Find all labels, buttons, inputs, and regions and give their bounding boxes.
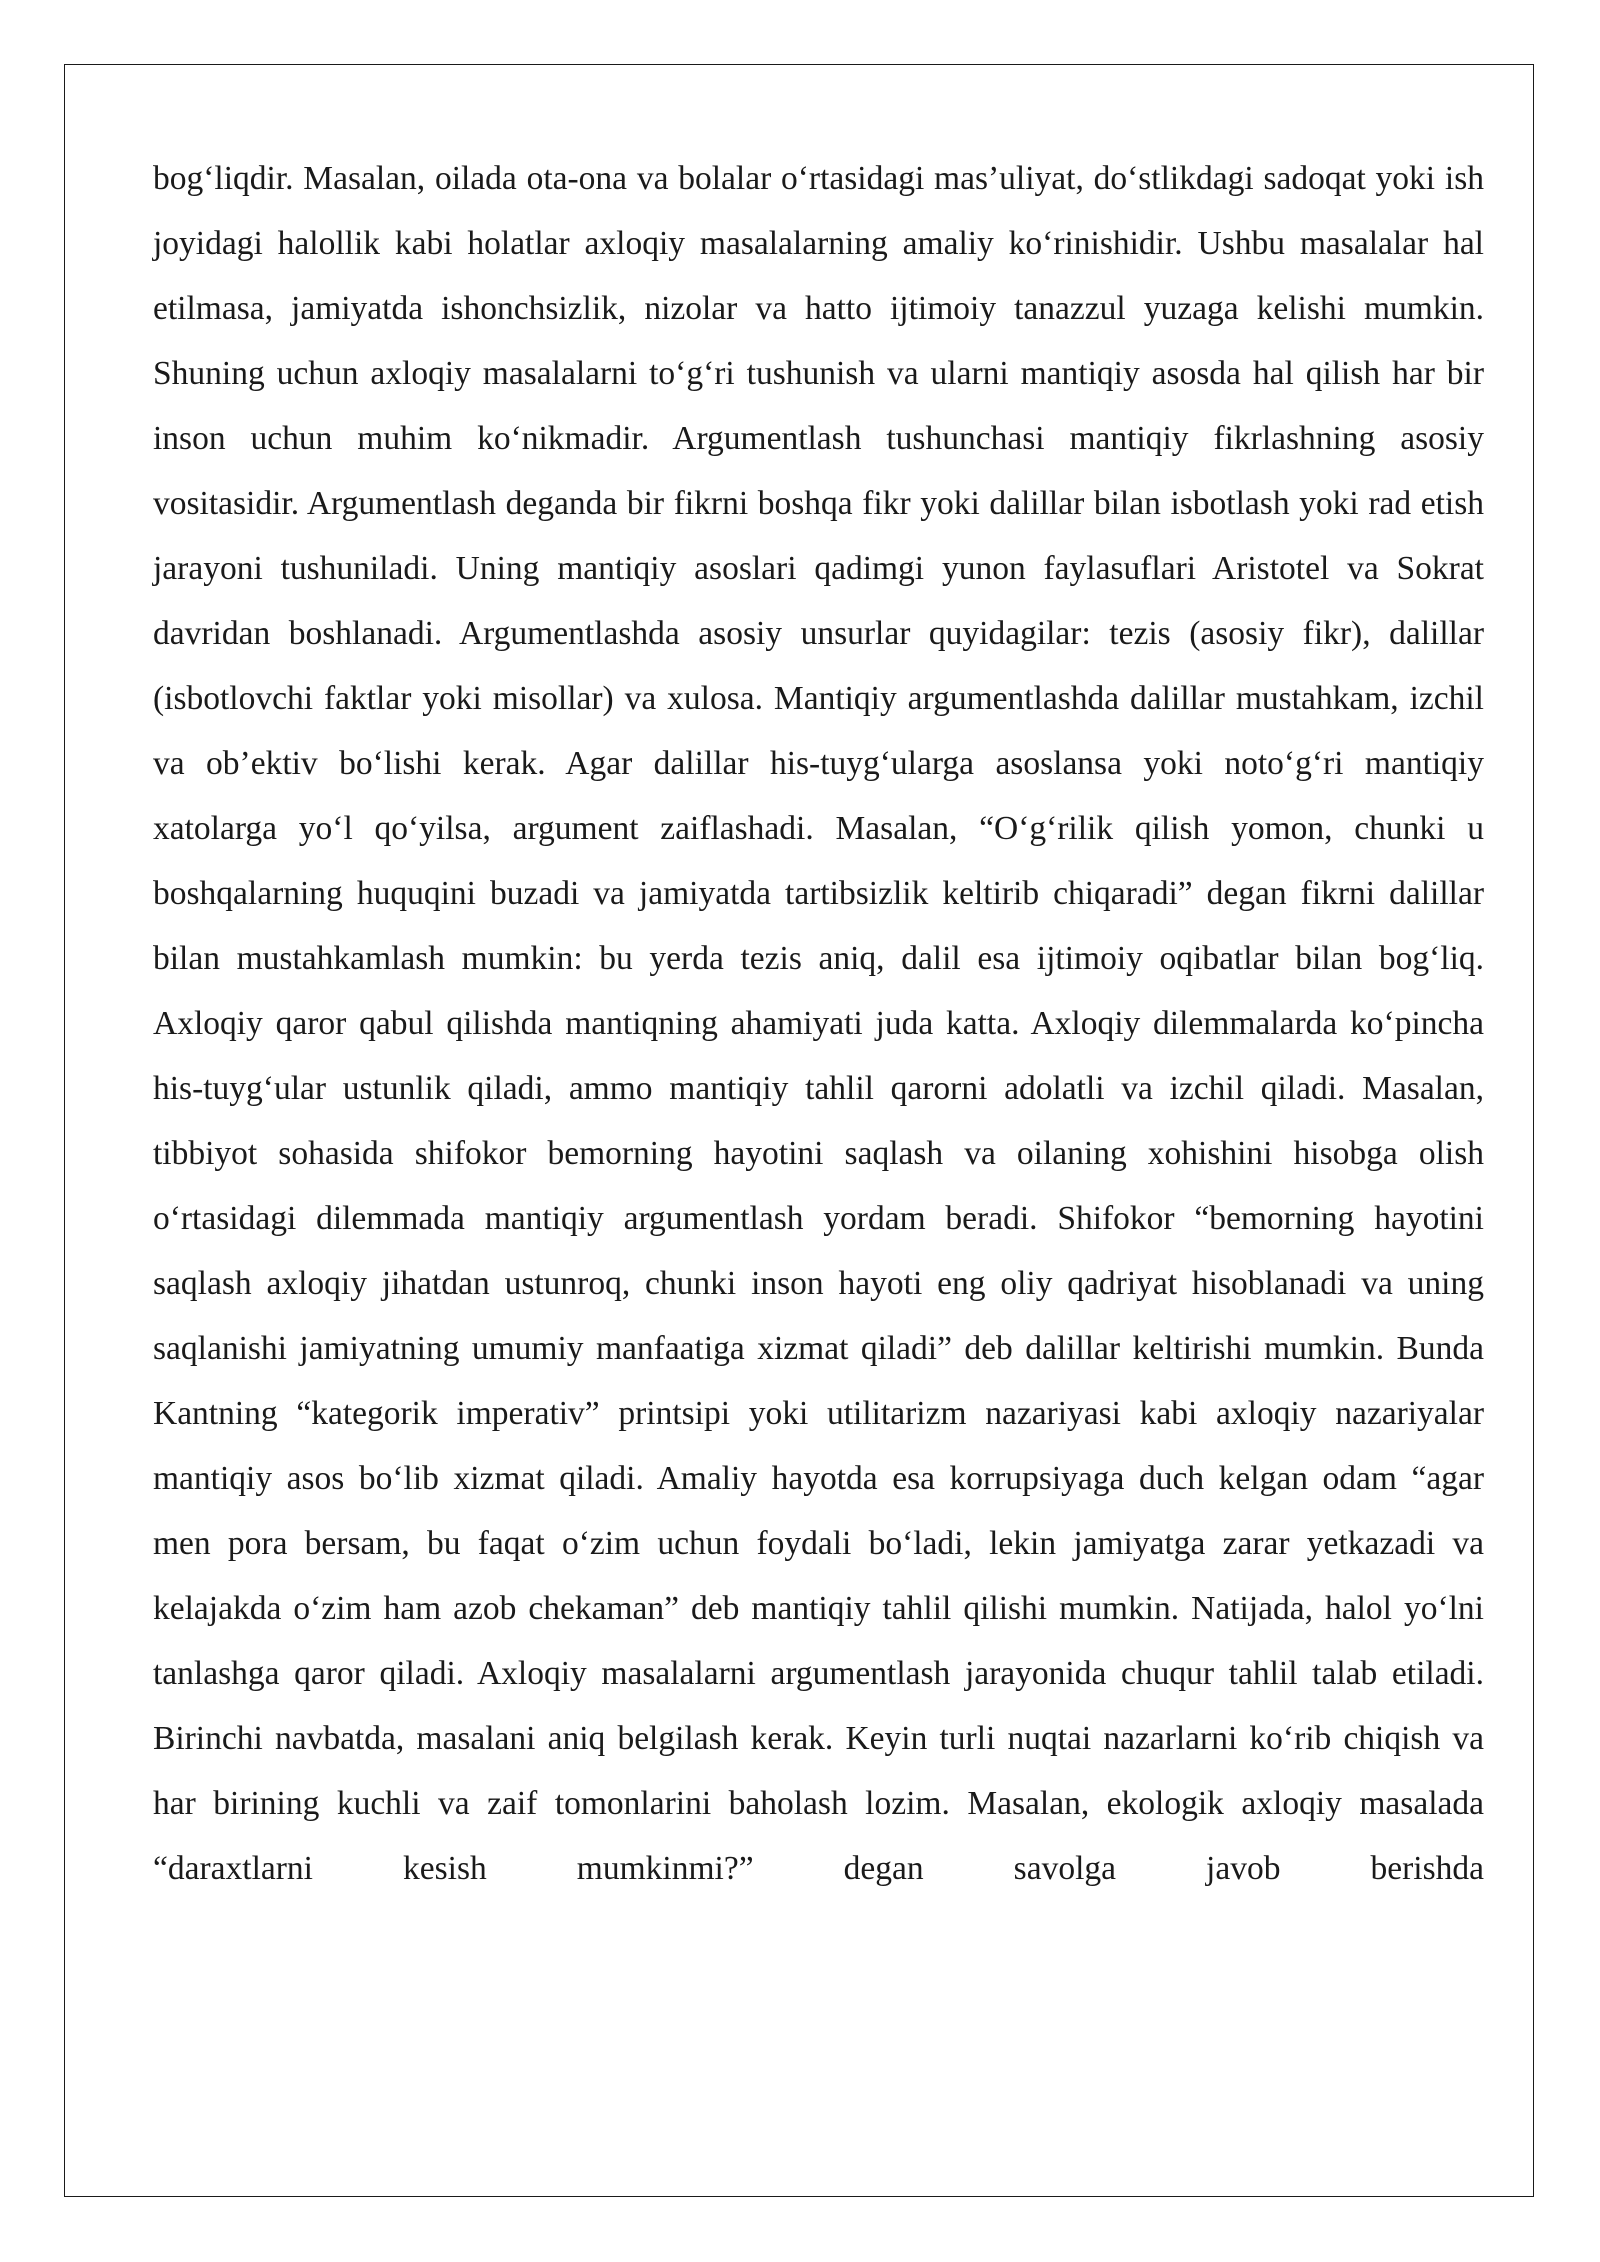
body-paragraph: bog‘liqdir. Masalan, oilada ota-ona va bolalar o‘rtasidagi mas’uliyat, do‘stlikdagi sadoqat yoki ish joyidagi halollik kabi holatlar axloqiy masalalarning amaliy ko‘rinishidir. Ushbu masalalar hal etilmasa, jamiyatda ishonchsizlik, nizolar va hatto ijtimoiy tanazzul yuzaga kelishi mumkin. Shuning uchun axloqiy masalalarni to‘g‘ri tushunish va ularni mantiqiy asosda hal qilish har bir inson uchun muhim ko‘nikmadir. Argumentlash tushunchasi mantiqiy fikrlashning asosiy vositasidir. Argumentlash deganda bir fikrni boshqa fikr yoki dalillar bilan isbotlash yoki rad etish jarayoni tushuniladi. Uning mantiqiy asoslari qadimgi yunon faylasuflari Aristotel va Sokrat davridan boshlanadi. Argumentlashda asosiy unsurlar quyidagilar: tezis (asosiy fikr), dalillar (isbotlovchi faktlar yoki misollar) va xulosa. Mantiqiy argumentlashda dalillar mustahkam, izchil va ob’ektiv bo‘lishi kerak. Agar dalillar his-tuyg‘ularga asoslansa yoki noto‘g‘ri mantiqiy xatolarga yo‘l qo‘yilsa, argument zaiflashadi. Masalan, “O‘g‘rilik qilish yomon, chunki u boshqalarning huquqini buzadi va jamiyatda tartibsizlik keltirib chiqaradi” degan fikrni dalillar bilan mustahkamlash mumkin: bu yerda tezis aniq, dalil esa ijtimoiy oqibatlar bilan bog‘liq. Axloqiy qaror qabul qilishda mantiqning ahamiyati juda katta. Axloqiy dilemmalarda ko‘pincha his-tuyg‘ular ustunlik qiladi, ammo mantiqiy tahlil qarorni adolatli va izchil qiladi. Masalan, tibbiyot sohasida shifokor bemorning hayotini saqlash va oilaning xohishini hisobga olish o‘rtasidagi dilemmada mantiqiy argumentlash yordam beradi. Shifokor “bemorning hayotini saqlash axloqiy jihatdan ustunroq, chunki inson hayoti eng oliy qadriyat hisoblanadi va uning saqlanishi jamiyatning umumiy manfaatiga xizmat qiladi” deb dalillar keltirishi mumkin. Bunda Kantning “kategorik imperativ” printsipi yoki utilitarizm nazariyasi kabi axloqiy nazariyalar mantiqiy asos bo‘lib xizmat qiladi. Amaliy hayotda esa korrupsiyaga duch kelgan odam “agar men pora bersam, bu faqat o‘zim uchun foydali bo‘ladi, lekin jamiyatga zarar yetkazadi va kelajakda o‘zim ham azob chekaman” deb mantiqiy tahlil qilishi mumkin. Natijada, halol yo‘lni tanlashga qaror qiladi. Axloqiy masalalarni argumentlash jarayonida chuqur tahlil talab etiladi. Birinchi navbatda, masalani aniq belgilash kerak. Keyin turli nuqtai nazarlarni ko‘rib chiqish va har birining kuchli va zaif tomonlarini baholash lozim. Masalan, ekologik axloqiy masalada “daraxtlarni kesish mumkinmi?” degan savolga javob berishda [153,160,1484,1887]
